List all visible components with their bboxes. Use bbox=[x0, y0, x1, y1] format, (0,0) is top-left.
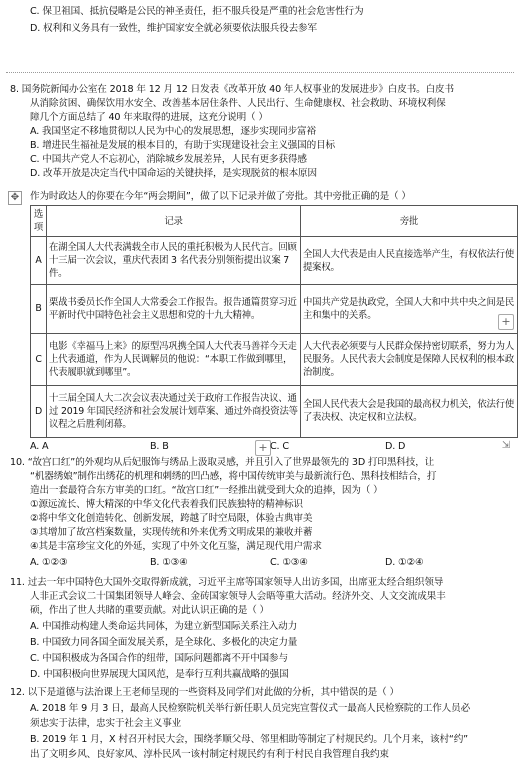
q8-option-d: D. 改革开放是决定当代中国命运的关键抉择，是实现脱贫的根本原因 bbox=[30, 168, 317, 179]
q10-option-c: C. ①③④ bbox=[270, 557, 308, 568]
table-row bbox=[31, 385, 518, 437]
q10-statement-3: ③其增加了故宫档案数量，实现传统和外来优秀文明成果的兼收并蓄 bbox=[30, 527, 313, 538]
q10-statement-1: ①源远流长、博大精深的中华文化代表着我们民族独特的精神标识 bbox=[30, 499, 303, 510]
header-record: 记录 bbox=[47, 206, 301, 237]
row-note: 全国人大代表是由人民直接选举产生，有权依法行使提案权。 bbox=[301, 237, 518, 285]
row-record: 十三届全国人大二次会议表决通过关于政府工作报告决议、通过 2019 年国民经济和社会发展计划草案、通过外商投资法等议程之后胜利闭幕。 bbox=[47, 385, 301, 437]
q11-option-c: C. 中国积极成为各国合作的纽带，国际问题都离不开中国参与 bbox=[30, 653, 288, 664]
q10-stem-line1: 10. “故宫口红”的外观均从后妃服饰与绣品上汲取灵感，并且引入了世界最领先的 3D 打印黑科技，让 bbox=[10, 457, 435, 468]
header-note: 旁批 bbox=[301, 206, 518, 237]
q9-answer-b: B. B bbox=[150, 441, 169, 452]
row-label: B bbox=[31, 285, 47, 333]
q9-answer-a: A. A bbox=[30, 441, 49, 452]
q11-option-d: D. 中国积极向世界展现大国风范，是奉行互利共赢战略的强国 bbox=[30, 669, 289, 680]
row-label: A bbox=[31, 237, 47, 285]
table-move-handle-icon[interactable]: ✥ bbox=[8, 191, 22, 205]
row-record: 栗战书委员长作全国人大常委会工作报告。报告通篇贯穿习近平新时代中国特色社会主义思想和党的十九大精神。 bbox=[47, 285, 301, 333]
q12-stem: 12. 以下是道德与法治课上王老师呈现的一些资料及同学们对此做的分析，其中错误的是（ ） bbox=[10, 687, 399, 698]
q12-option-b-line2: 出了文明乡风、良好家风、淳朴民风一该村制定村规民约有利于村民自我管理自我约束 bbox=[30, 749, 389, 760]
q11-stem-line1: 11. 过去一年中国特色大国外交取得新成就，习近平主席等国家领导人出访多国，出席亚太经合组织领导 bbox=[10, 577, 444, 588]
table-row bbox=[31, 285, 518, 333]
header-option: 选项 bbox=[31, 206, 47, 237]
add-row-icon[interactable]: + bbox=[255, 440, 271, 456]
q8-stem-line3: 障几个方面总结了 40 年来取得的进展，这充分说明（ ） bbox=[30, 112, 268, 123]
q8-stem-line1: 8. 国务院新闻办公室在 2018 年 12 月 12 日发表《改革开放 40 年人权事业的发展进步》白皮书。白皮书 bbox=[10, 84, 454, 95]
q7-option-d: D. 权利和义务具有一致性，维护国家安全就必须要依法服兵役去参军 bbox=[30, 23, 317, 34]
q8-option-c: C. 中国共产党人不忘初心，消除城乡发展差异，人民有更多获得感 bbox=[30, 154, 307, 165]
q9-stem: 作为时政达人的你要在今年“两会期间”，做了以下记录并做了旁批。其中旁批正确的是（ ） bbox=[30, 191, 411, 202]
row-note: 全国人民代表大会是我国的最高权力机关，依法行使了表决权、决定权和立法权。 bbox=[301, 385, 518, 437]
q11-stem-line3: 硕，作出了世人共睹的重要贡献。对此认识正确的是（ ） bbox=[30, 605, 269, 616]
q10-option-d: D. ①②④ bbox=[385, 557, 424, 568]
row-note: 人大代表必须要与人民群众保持密切联系，努力为人民服务。人民代表大会制度是保障人民权利的根本政治制度。 bbox=[301, 333, 518, 385]
q11-option-a: A. 中国推动构建人类命运共同体，为建立新型国际关系注入动力 bbox=[30, 621, 298, 632]
table-row bbox=[31, 237, 518, 285]
q8-option-b: B. 增进民生福祉是发展的根本目的，有助于实现建设社会主义强国的目标 bbox=[30, 140, 335, 151]
q8-option-a: A. 我国坚定不移地贯彻以人民为中心的发展思想，逐步实现同步富裕 bbox=[30, 126, 316, 137]
q12-option-b-line1: B. 2019 年 1 月，X 村召开村民大会，围绕孝顺父母、邻里相助等制定了村规民约。几个月来，该村“约” bbox=[30, 734, 468, 745]
q11-option-b: B. 中国致力同各国全面发展关系，是全球化、多极化的决定力量 bbox=[30, 637, 298, 648]
resize-handle-icon[interactable]: ⇲ bbox=[501, 440, 511, 451]
q9-answer-d: D. D bbox=[385, 441, 406, 452]
q8-stem-line2: 从消除贫困、确保饮用水安全、改善基本居住条件、人民出行、生命健康权、社会救助、环境权利保 bbox=[30, 98, 446, 109]
add-column-icon[interactable]: + bbox=[498, 314, 514, 330]
row-label: C bbox=[31, 333, 47, 385]
q10-stem-line2: “机器绣娘”制作出绣花的机理和刺绣的凹凸感，将中国传统审美与最新流行色、黑科技相结合，打 bbox=[30, 471, 437, 482]
row-record: 电影《幸福马上来》的原型冯巩携全国人大代表马善祥今天走上代表通道，作为人民调解员的他说：“本职工作做到哪里，代表履职就到哪里”。 bbox=[47, 333, 301, 385]
q9-table bbox=[30, 205, 518, 438]
q9-answer-c: C. C bbox=[270, 441, 289, 452]
q10-statement-4: ④其是丰富珍宝文化的外延，实现了中外文化互鉴，满足现代用户需求 bbox=[30, 541, 322, 552]
q11-stem-line2: 人非正式会议二十国集团领导人峰会、金砖国家领导人会晤等重大活动。经济外交、人文交流成果丰 bbox=[30, 591, 446, 602]
q10-stem-line3: 造出一套最符合东方审美的口红。“故宫口红”一经推出就受到大众的追捧，因为（ ） bbox=[30, 485, 383, 496]
q10-statement-2: ②将中华文化创造转化、创新发展，跨越了时空局限，体验古典审美 bbox=[30, 513, 313, 524]
q9-table-header-row bbox=[31, 206, 518, 237]
row-label: D bbox=[31, 385, 47, 437]
q7-option-c: C. 保卫祖国、抵抗侵略是公民的神圣责任，拒不服兵役是严重的社会危害性行为 bbox=[30, 6, 364, 17]
row-note: 中国共产党是执政党，全国人大和中共中央之间是民主和集中的关系。 bbox=[301, 285, 518, 333]
row-record: 在湖全国人大代表满载全市人民的重托积极为人民代言。回顾十三届一次会议，重庆代表团 3 名代表分别领衔提出议案 7 件。 bbox=[47, 237, 301, 285]
q12-option-a-line1: A. 2018 年 9 月 3 日，最高人民检察院机关举行新任职人员完宪宣誓仪式一最高人民检察院的工作人员必 bbox=[30, 703, 471, 714]
section-separator bbox=[6, 72, 514, 73]
table-row bbox=[31, 333, 518, 385]
q12-option-a-line2: 须忠实于法律，忠实于社会主义事业 bbox=[30, 718, 182, 729]
q10-option-b: B. ①③④ bbox=[150, 557, 188, 568]
q10-option-a: A. ①②③ bbox=[30, 557, 68, 568]
